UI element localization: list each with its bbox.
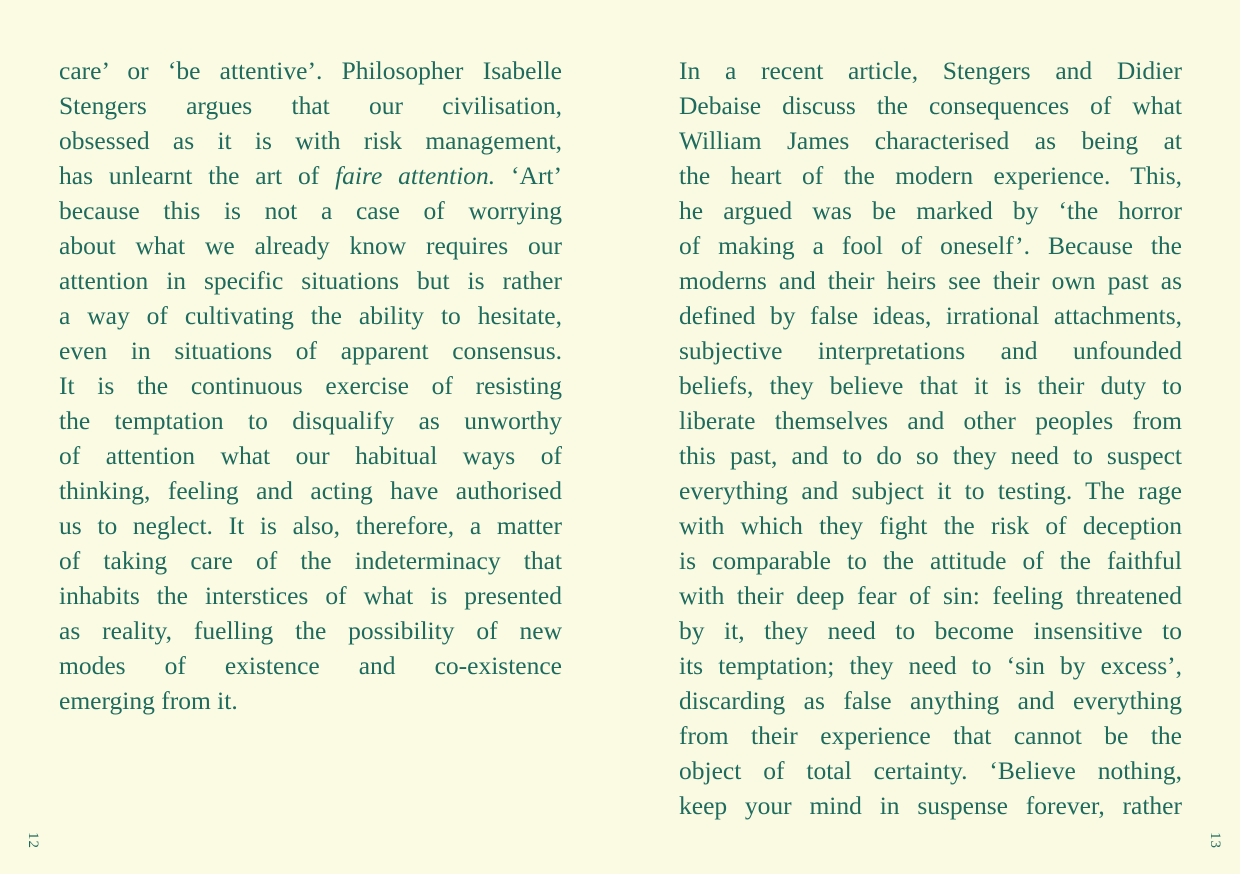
text-line: moderns and their heirs see their own past as xyxy=(679,266,1182,295)
text-line: defined by false ideas, irrational attachments, xyxy=(679,301,1182,330)
text-line: In a recent article, Stengers and Didier xyxy=(679,56,1182,85)
text-line: keep your mind in suspense forever, rather xyxy=(679,791,1182,820)
text-line: us to neglect. It is also, therefore, a matter xyxy=(59,511,562,540)
text-line xyxy=(59,158,562,193)
text-line: attention in specific situations but is rather xyxy=(59,266,562,295)
text-line: thinking, feeling and acting have authorised xyxy=(59,476,562,505)
text-line: of taking care of the indeterminacy that xyxy=(59,546,562,575)
right-page xyxy=(620,0,1240,874)
page-number-right: 13 xyxy=(1207,832,1223,849)
text-line: modes of existence and co-existence xyxy=(59,651,562,680)
text-line: the temptation to disqualify as unworthy xyxy=(59,406,562,435)
text-line: beliefs, they believe that it is their duty to xyxy=(679,371,1182,400)
text-line: obsessed as it is with risk management, xyxy=(59,126,562,155)
text-line: of attention what our habitual ways of xyxy=(59,441,562,470)
text-line: of making a fool of oneself’. Because the xyxy=(679,231,1182,260)
italic-term: faire attention. xyxy=(335,161,496,190)
right-page-body xyxy=(679,53,1182,823)
text-run: ‘Art’ xyxy=(495,161,562,190)
text-line: from their experience that cannot be the xyxy=(679,721,1182,750)
text-line: care’ or ‘be attentive’. Philosopher Isabelle xyxy=(59,56,562,85)
text-line: is comparable to the attitude of the faithful xyxy=(679,546,1182,575)
text-line: subjective interpretations and unfounded xyxy=(679,336,1182,365)
text-line: its temptation; they need to ‘sin by excess’, xyxy=(679,651,1182,680)
text-line: he argued was be marked by ‘the horror xyxy=(679,196,1182,225)
text-line: with which they fight the risk of deception xyxy=(679,511,1182,540)
text-line: Stengers argues that our civilisation, xyxy=(59,91,562,120)
left-page-body xyxy=(59,53,562,718)
text-line: emerging from it. xyxy=(59,686,238,715)
text-line: a way of cultivating the ability to hesitate, xyxy=(59,301,562,330)
text-line: the heart of the modern experience. This, xyxy=(679,161,1182,190)
text-line: as reality, fuelling the possibility of new xyxy=(59,616,562,645)
page-number-left: 12 xyxy=(25,832,41,849)
text-line: everything and subject it to testing. The rage xyxy=(679,476,1182,505)
text-line: with their deep fear of sin: feeling threatened xyxy=(679,581,1182,610)
text-line: by it, they need to become insensitive to xyxy=(679,616,1182,645)
text-line: discarding as false anything and everything xyxy=(679,686,1182,715)
text-line: William James characterised as being at xyxy=(679,126,1182,155)
text-run: has unlearnt the art of xyxy=(59,161,336,190)
text-line: inhabits the interstices of what is presented xyxy=(59,581,562,610)
text-line: Debaise discuss the consequences of what xyxy=(679,91,1182,120)
text-line: about what we already know requires our xyxy=(59,231,562,260)
text-line: because this is not a case of worrying xyxy=(59,196,562,225)
text-line: this past, and to do so they need to suspect xyxy=(679,441,1182,470)
text-line: liberate themselves and other peoples from xyxy=(679,406,1182,435)
text-line: It is the continuous exercise of resisting xyxy=(59,371,562,400)
text-line: object of total certainty. ‘Believe nothing, xyxy=(679,756,1182,785)
text-line: even in situations of apparent consensus. xyxy=(59,336,562,365)
